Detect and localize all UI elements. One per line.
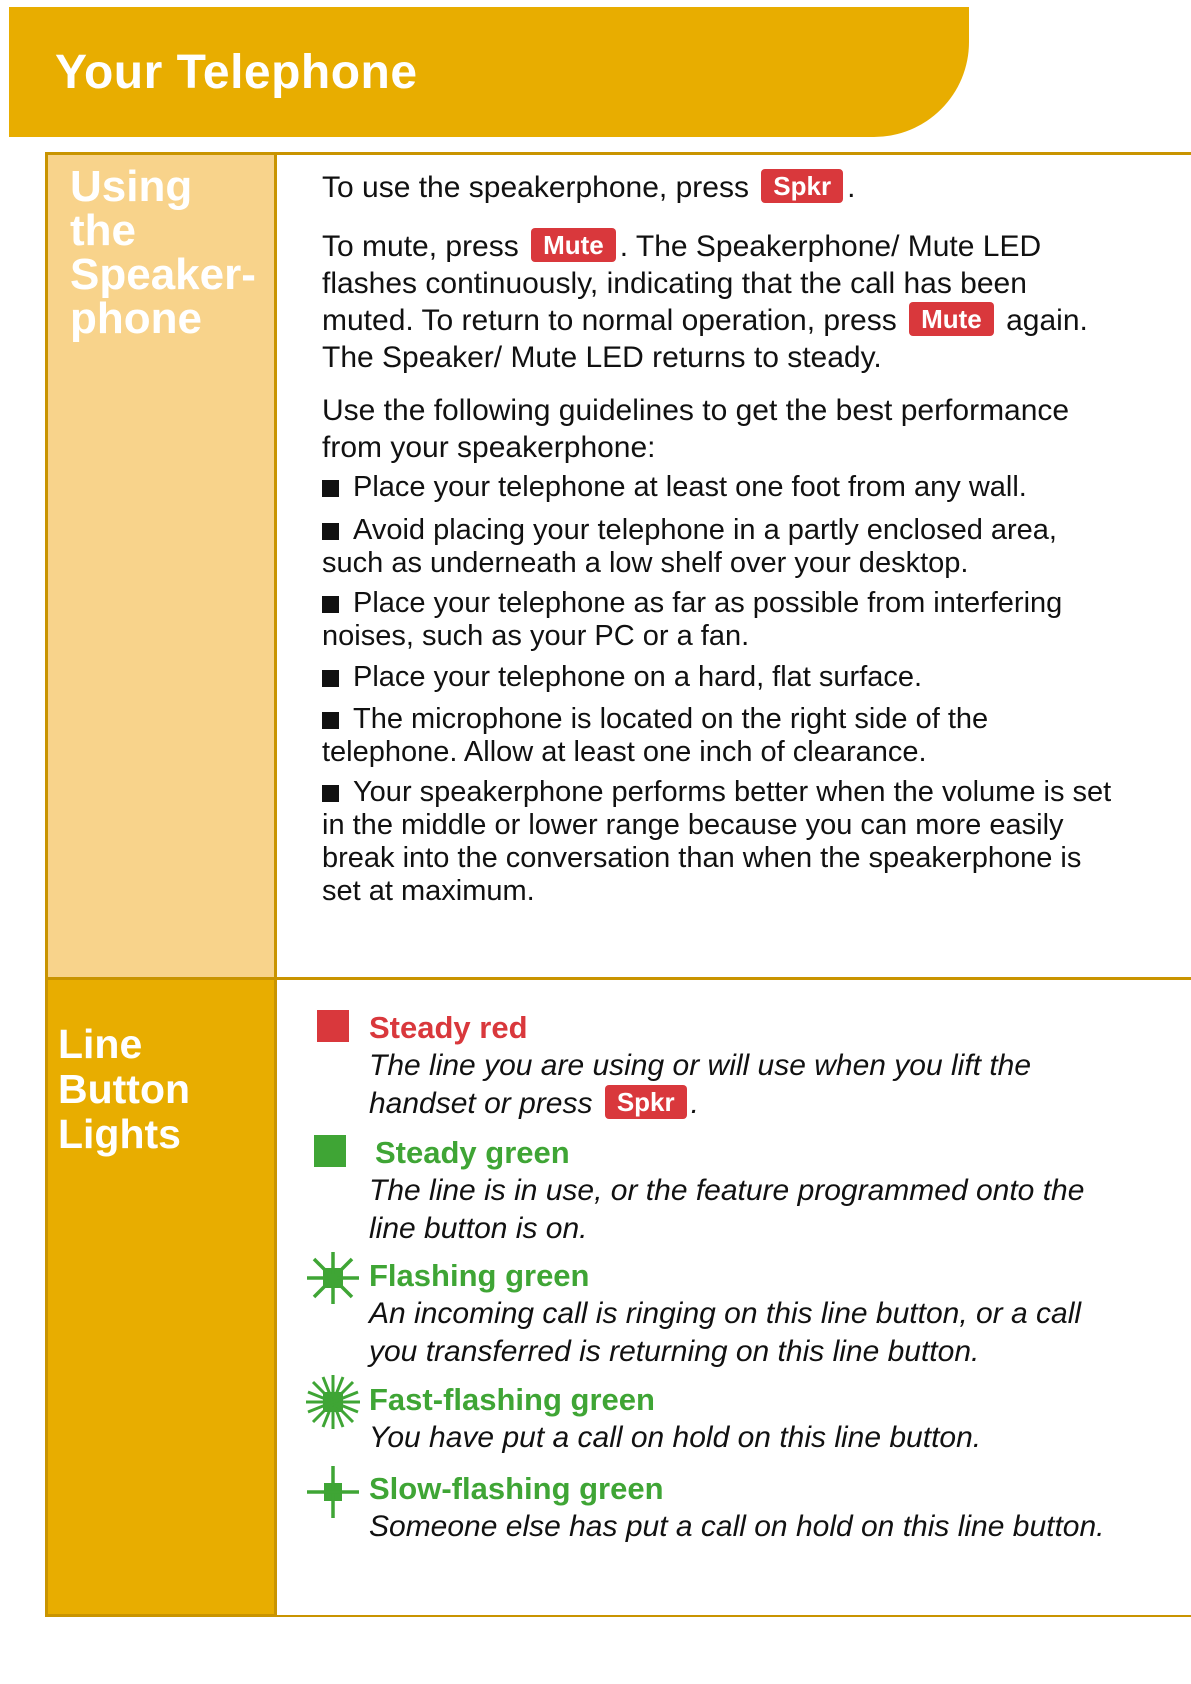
- mute-text-suffix: again. The Speaker/ Mute LED returns to steady.: [322, 304, 1088, 374]
- mute-text-middle: . The Speakerphone/ Mute LED flashes continuously, indicating that the call has been muted. To return to normal operation, press: [322, 230, 1042, 337]
- slow-flashing-green-desc: Someone else has put a call on hold on this line button.: [369, 1510, 1105, 1543]
- steady-green-label: Steady green: [375, 1135, 570, 1170]
- flashing-green-icon: [305, 1250, 361, 1311]
- bullet-icon: [322, 712, 339, 729]
- line-lights-heading: Line Button Lights: [58, 1021, 191, 1158]
- mute-key: Mute: [909, 302, 994, 336]
- slow-flashing-green-label: Slow-flashing green: [369, 1471, 664, 1506]
- bullet-icon: [322, 596, 339, 613]
- guideline-item: The microphone is located on the right side of the telephone. Allow at least one inch of clearance.: [322, 703, 989, 768]
- fast-flashing-green-desc: You have put a call on hold on this line button.: [369, 1421, 982, 1454]
- guidelines-intro: Use the following guidelines to get the best performance from your speakerphone:: [322, 394, 1070, 464]
- speakerphone-heading: Using the Speaker- phone: [70, 162, 256, 343]
- bullet-icon: [322, 523, 339, 540]
- speakerphone-instruction: [322, 169, 855, 206]
- slow-flashing-green-icon: [305, 1464, 361, 1525]
- page-title: Your Telephone: [55, 46, 418, 99]
- steady-green-icon: [314, 1135, 346, 1167]
- bullet-icon: [322, 670, 339, 687]
- fast-flashing-green-icon: [305, 1374, 361, 1435]
- guideline-item: Avoid placing your telephone in a partly enclosed area, such as underneath a low shelf over your desktop.: [322, 514, 1057, 579]
- green-square: [314, 1135, 346, 1167]
- instruction-text: To use the speakerphone, press: [322, 171, 749, 204]
- page-header: [9, 7, 969, 137]
- guideline-item: Place your telephone on a hard, flat surface.: [322, 661, 1122, 694]
- spkr-key: Spkr: [605, 1085, 687, 1119]
- line-lights-sidebar: [45, 977, 277, 1617]
- guideline-item: Your speakerphone performs better when the volume is set in the middle or lower range because you can more easily break into the conversation than when the speakerphone is set at maximum.: [322, 776, 1112, 907]
- steady-red-icon: [317, 1010, 349, 1042]
- steady-red-label: Steady red: [369, 1010, 528, 1045]
- bullet-icon: [322, 480, 339, 497]
- fast-flashing-green-label: Fast-flashing green: [369, 1382, 655, 1417]
- steady-red-desc: The line you are using or will use when you lift the handset or press Spkr .: [369, 1049, 1032, 1120]
- line-lights-content: [277, 977, 1191, 1617]
- red-square: [317, 1010, 349, 1042]
- speakerphone-content: [277, 152, 1191, 977]
- guideline-item: Place your telephone as far as possible from interfering noises, such as your PC or a fan.: [322, 587, 1063, 652]
- line-lights-section: [45, 977, 1191, 1617]
- spkr-key: Spkr: [761, 169, 843, 203]
- speakerphone-sidebar: [45, 152, 277, 977]
- flashing-green-label: Flashing green: [369, 1258, 590, 1293]
- flashing-green-desc: An incoming call is ringing on this line button, or a call you transferred is returning on this line button.: [369, 1297, 1082, 1368]
- instruction-suffix: .: [847, 171, 856, 204]
- bullet-icon: [322, 785, 339, 802]
- speakerphone-section: [45, 152, 1191, 977]
- guideline-item: Place your telephone at least one foot from any wall.: [322, 471, 1122, 504]
- mute-key: Mute: [531, 228, 616, 262]
- mute-instruction: [322, 228, 1122, 376]
- mute-text-prefix: To mute, press: [322, 230, 519, 263]
- steady-green-desc: The line is in use, or the feature programmed onto the line button is on.: [369, 1174, 1085, 1245]
